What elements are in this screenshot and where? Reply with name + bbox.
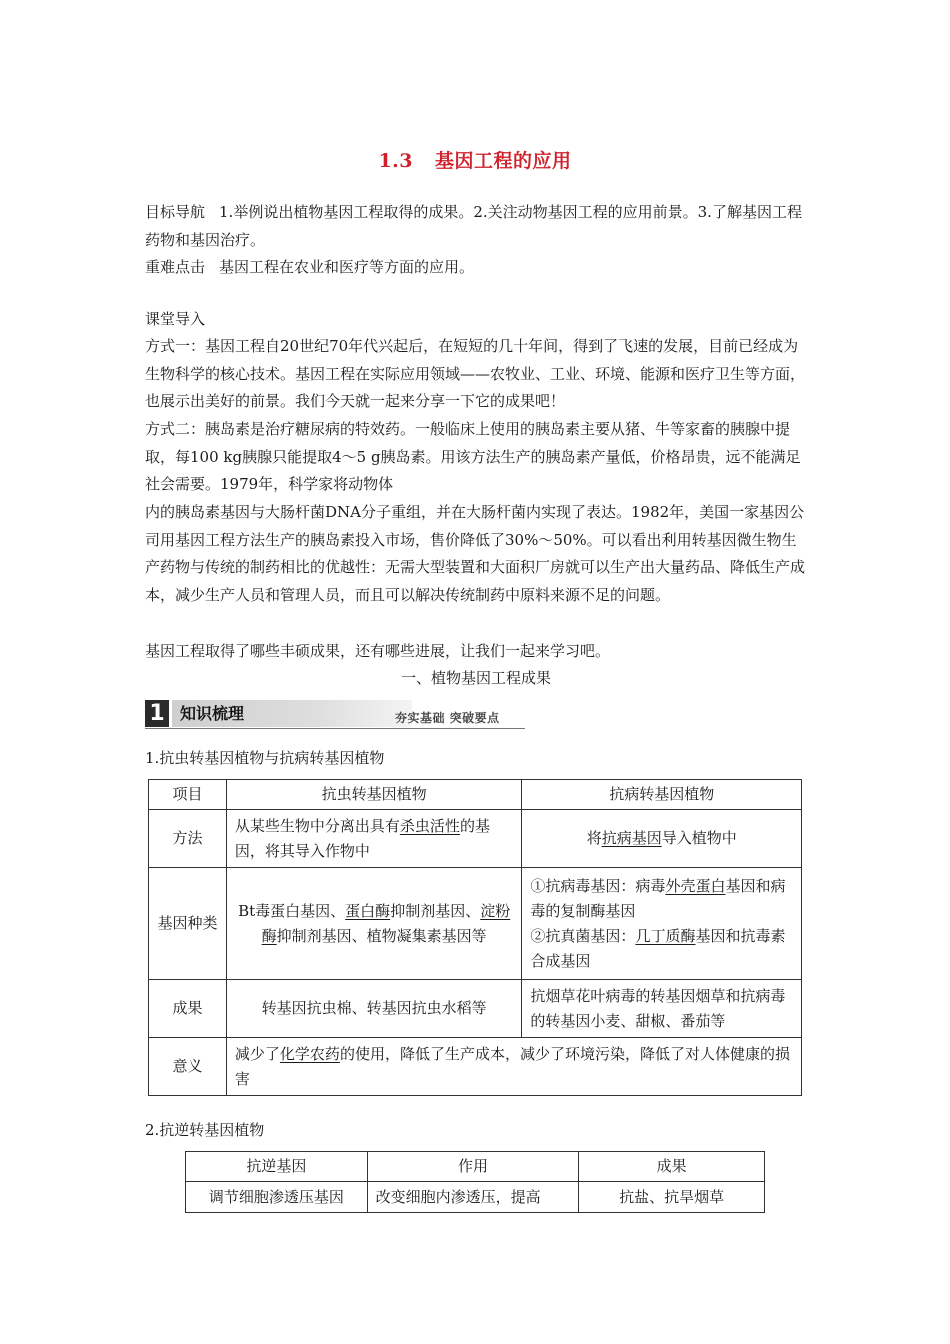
cell-text: ②抗真菌基因： bbox=[530, 926, 636, 945]
keypoints-label: 重难点击 bbox=[145, 258, 206, 276]
underlined-term: 抗病基因 bbox=[601, 829, 662, 847]
method-disease-cell bbox=[522, 810, 802, 868]
header-cell: 抗病转基因植物 bbox=[522, 780, 802, 810]
results-insect-cell: 转基因抗虫棉、转基因抗虫水稻等 bbox=[226, 980, 522, 1038]
header-cell: 作用 bbox=[367, 1152, 579, 1182]
title-text: 基因工程的应用 bbox=[435, 150, 572, 172]
banner-number: 1 bbox=[145, 700, 169, 727]
table-row bbox=[186, 1182, 765, 1213]
table-cell: 抗盐、抗旱烟草 bbox=[579, 1182, 765, 1213]
significance-cell bbox=[226, 1038, 801, 1096]
cell-text: ①抗病毒基因：病毒 bbox=[530, 876, 666, 895]
underlined-term: 淀粉酶 bbox=[261, 901, 511, 945]
part2-heading: 2.抗逆转基因植物 bbox=[145, 1121, 265, 1139]
banner-subtitle: 夯实基础 突破要点 bbox=[395, 711, 500, 725]
cell-text: 从某些生物中分离出具有 bbox=[234, 816, 400, 835]
cell-text: 抑制剂基因、植物凝集素基因等 bbox=[276, 926, 487, 945]
table-row bbox=[149, 810, 802, 868]
header-cell: 成果 bbox=[579, 1152, 765, 1182]
knowledge-banner bbox=[145, 700, 525, 730]
disease-gene-line bbox=[530, 924, 793, 974]
underlined-term: 杀虫活性 bbox=[399, 816, 460, 835]
cell-text: 减少了 bbox=[234, 1044, 280, 1063]
row-label: 意义 bbox=[149, 1038, 227, 1096]
intro-way1: 方式一：基因工程自20世纪70年代兴起后，在短短的几十年间，得到了飞速的发展，目前已经成为生物科学的核心技术。基因工程在实际应用领域——农牧业、工业、环境、能源和医疗卫生等方面，也展示出美好的前景。我们今天就一起来分享一下它的成果吧！ bbox=[145, 337, 806, 410]
intro-heading: 课堂导入 bbox=[145, 310, 206, 328]
intro-way2-part1: 方式二：胰岛素是治疗糖尿病的特效药。一般临床上使用的胰岛素主要从猪、牛等家畜的胰腺中提取，每100 kg胰腺只能提取4～5 g胰岛素。用该方法生产的胰岛素产量低，价格昂贵，远不能满足社会需要。1979年，科学家将动物体 bbox=[145, 420, 801, 493]
goals-label: 目标导航 bbox=[145, 203, 206, 221]
intro-closing: 基因工程取得了哪些丰硕成果，还有哪些进展，让我们一起来学习吧。 bbox=[145, 642, 611, 660]
row-label: 成果 bbox=[149, 980, 227, 1038]
cell-text: 基因和病毒的复制酶基因 bbox=[530, 876, 786, 920]
table-cell: 调节细胞渗透压基因 bbox=[186, 1182, 368, 1213]
results-disease-cell: 抗烟草花叶病毒的转基因烟草和抗病毒的转基因小麦、甜椒、番茄等 bbox=[522, 980, 802, 1038]
cell-text: 的使用，降低了生产成本，减少了环境污染，降低了对人体健康的损害 bbox=[234, 1044, 790, 1088]
row-label: 方法 bbox=[149, 810, 227, 868]
cell-text: 抑制剂基因、 bbox=[390, 901, 481, 920]
table-cell: 改变细胞内渗透压，提高 bbox=[367, 1182, 579, 1213]
cell-text: Bt毒蛋白基因、 bbox=[238, 901, 346, 920]
header-cell: 抗虫转基因植物 bbox=[226, 780, 522, 810]
table-row bbox=[149, 1038, 802, 1096]
method-insect-cell bbox=[226, 810, 522, 868]
banner-rule bbox=[145, 728, 525, 729]
underlined-term: 几丁质酶 bbox=[635, 926, 696, 945]
title-number: 1.3 bbox=[378, 150, 414, 172]
keypoints-text: 基因工程在农业和医疗等方面的应用。 bbox=[219, 258, 475, 276]
table-row bbox=[186, 1152, 765, 1182]
section-heading: 一、植物基因工程成果 bbox=[400, 669, 551, 687]
insect-disease-table bbox=[148, 779, 802, 1096]
intro-way2-part2: 内的胰岛素基因与大肠杆菌DNA分子重组，并在大肠杆菌内实现了表达。1982年，美国一家基因公司用基因工程方法生产的胰岛素投入市场，售价降低了30%～50%。可以看出利用转基因微生物生产药物与传统的制药相比的优越性：无需大型装置和大面积厂房就可以生产出大量药品、降低生产成本，减少生产人员和管理人员，而且可以解决传统制药中原料来源不足的问题。 bbox=[145, 503, 806, 604]
header-cell: 抗逆基因 bbox=[186, 1152, 368, 1182]
goals-text: 1.举例说出植物基因工程取得的成果。2.关注动物基因工程的应用前景。3.了解基因工程药物和基因治疗。 bbox=[145, 203, 802, 249]
part1-heading: 1.抗虫转基因植物与抗病转基因植物 bbox=[145, 749, 385, 767]
cell-text: 基因和抗毒素合成基因 bbox=[530, 926, 786, 970]
row-label: 基因种类 bbox=[149, 868, 227, 980]
table-row bbox=[149, 780, 802, 810]
cell-text: 将 bbox=[586, 829, 602, 847]
page-title bbox=[0, 146, 950, 173]
table-row bbox=[149, 980, 802, 1038]
genes-insect-cell bbox=[226, 868, 522, 980]
underlined-term: 蛋白酶 bbox=[345, 901, 391, 920]
underlined-term: 化学农药 bbox=[279, 1044, 340, 1063]
key-points bbox=[145, 254, 807, 282]
learning-goals bbox=[145, 199, 807, 254]
table-row bbox=[149, 868, 802, 980]
banner-label: 知识梳理 bbox=[172, 700, 412, 727]
disease-gene-line bbox=[530, 874, 793, 924]
header-cell: 项目 bbox=[149, 780, 227, 810]
cell-text: 导入植物中 bbox=[661, 829, 737, 847]
stress-resistance-table bbox=[185, 1151, 765, 1213]
genes-disease-cell bbox=[522, 868, 802, 980]
underlined-term: 外壳蛋白 bbox=[665, 876, 726, 895]
cell-text: 的基因，将其导入作物中 bbox=[234, 816, 490, 860]
